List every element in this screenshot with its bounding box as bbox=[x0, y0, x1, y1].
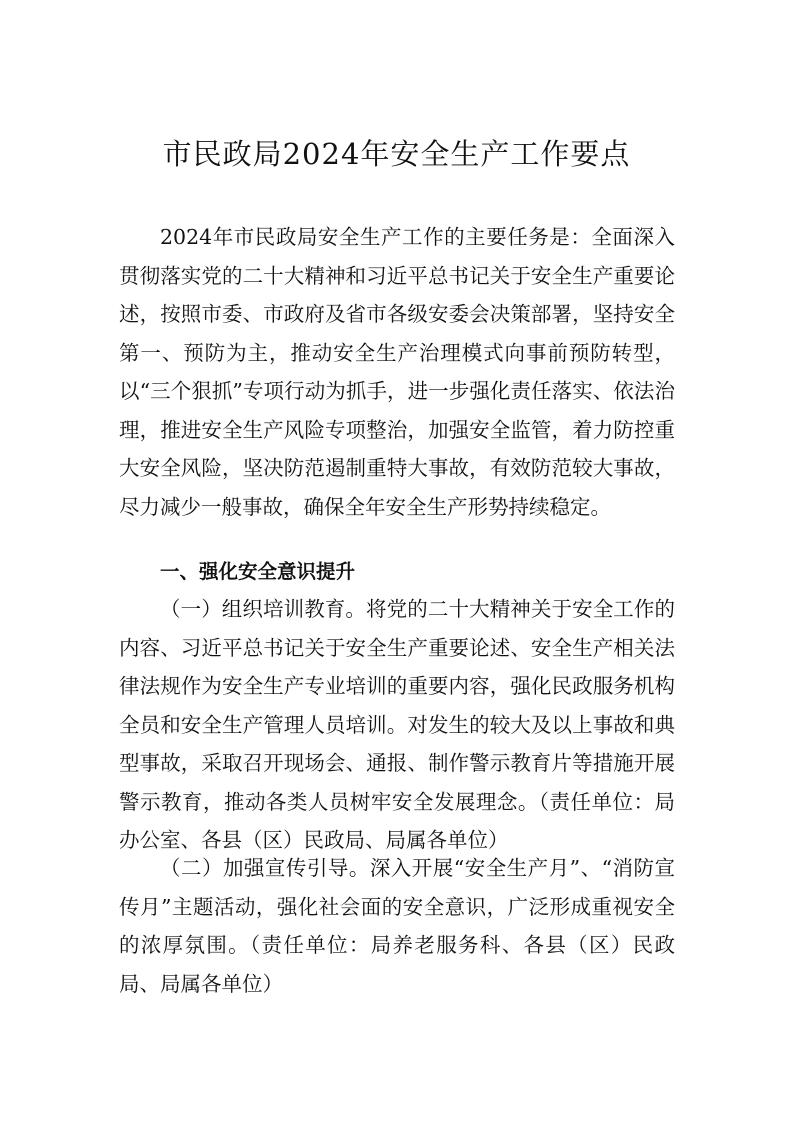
item-1-label: （一）组织培训教育。 bbox=[160, 597, 367, 621]
section-heading-1: 一、强化安全意识提升 bbox=[160, 560, 356, 583]
intro-paragraph: 2024年市民政局安全生产工作的主要任务是：全面深入贯彻落实党的二十大精神和习近平总书记关于安全生产重要论述，按照市委、市政府及省市各级安委会决策部署，坚持安全第一、预防为主，推动安全生产治理模式向事前预防转型，以“三个狠抓”专项行动为抓手，进一步强化责任落实、依法治理，推进安全生产风险专项整治，加强安全监管，着力防控重大安全风险，坚决防范遏制重特大事故，有效防范较大事故，尽力减少一般事故，确保全年安全生产形势持续稳定。 bbox=[119, 225, 675, 519]
section-1-item-1 bbox=[119, 590, 675, 860]
item-2-label: （二）加强宣传引导。 bbox=[160, 856, 370, 880]
section-1-item-2 bbox=[119, 849, 675, 1003]
document-title: 市民政局2024年安全生产工作要点 bbox=[162, 137, 631, 171]
item-2-text: 深入开展“安全生产月”、“消防宣传月”主题活动，强化社会面的安全意识，广泛形成重视安全的浓厚氛围。（责任单位：局养老服务科、各县（区）民政局、局属各单位） bbox=[119, 856, 675, 996]
item-1-text: 将党的二十大精神关于安全工作的内容、习近平总书记关于安全生产重要论述、安全生产相关法律法规作为安全生产专业培训的重要内容，强化民政服务机构全员和安全生产管理人员培训。对发生的较大及以上事故和典型事故，采取召开现场会、通报、制作警示教育片等措施开展警示教育，推动各类人员树牢安全发展理念。（责任单位：局办公室、各县（区）民政局、局属各单位） bbox=[119, 597, 676, 852]
